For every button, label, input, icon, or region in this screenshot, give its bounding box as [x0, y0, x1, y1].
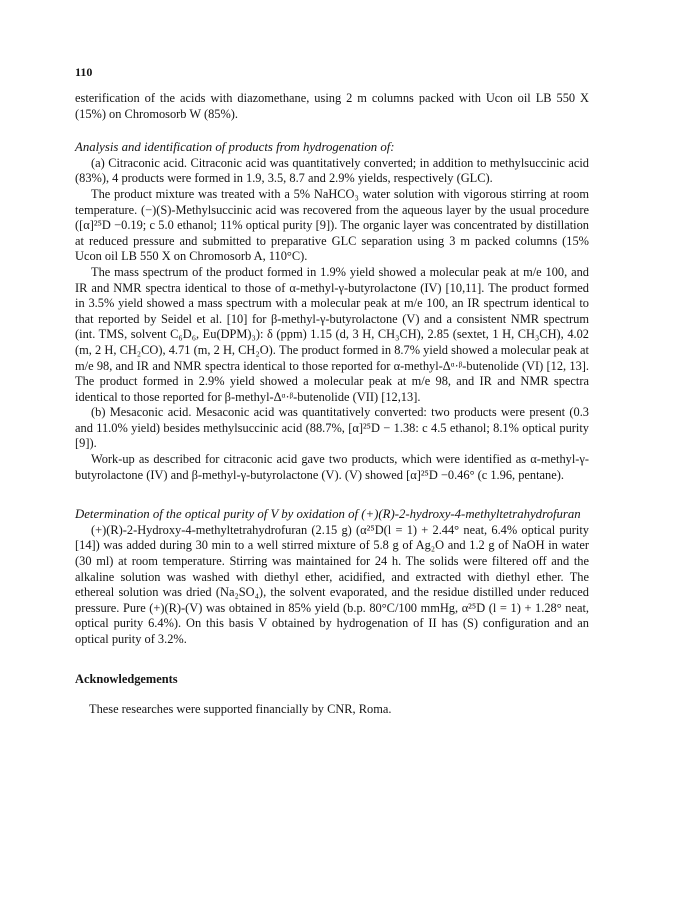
acknowledgements-text: These researches were supported financially by CNR, Roma. — [89, 702, 392, 717]
paragraph-workup: Work-up as described for citraconic acid gave two products, which were identified as α-methyl-γ-butyrolactone (IV) and β-methyl-γ-butyrolactone (V). (V) showed [α]²⁵D −0.46° (c 1.96, pentane). — [75, 452, 589, 482]
section-heading-analysis: Analysis and identification of products from hydrogenation of: — [75, 140, 395, 155]
paragraph-product-mixture: The product mixture was treated with a 5% NaHCO₃ water solution with vigorous stirring at room temperature. (−)(S)-Methylsuccinic acid was recovered from the aqueous layer by the usual procedure ([α]²⁵D −0.19; c 5.0 ethanol; 11% optical purity [9]). The organic layer was concentrated by distillation at reduced pressure and submitted to preparative GLC separation using 3 m packed columns (15% Ucon oil LB 550 X on Chromosorb A, 110°C). — [75, 186, 589, 264]
paragraph-mass-spectrum: The mass spectrum of the product formed in 1.9% yield showed a molecular peak at m/e 100, and IR and NMR spectra identical to those of α-methyl-γ-butyrolactone (IV) [10,11]. The product formed in 3.5% yield showed a mass spectrum with a molecular peak at m/e 100, an IR spectrum identical to that reported by Seidel et al. [10] for β-methyl-γ-butyrolactone (V) and a consistent NMR spectrum (int. TMS, solvent C₆D₆, Eu(DPM)₃): δ (ppm) 1.15 (d, 3 H, CH₃CH), 2.85 (sextet, 1 H, CH₃CH), 4.02 (m, 2 H, CH₂CO), 4.71 (m, 2 H, CH₂O). The product formed in 8.7% yield showed a molecular peak at m/e 98, and IR and NMR spectra identical to those reported for α-methyl-Δᵅ·ᵝ-butenolide (VI) [12, 13]. The product formed in 2.9% yield showed a molecular peak at m/e 98, and IR and NMR spectra identical to those reported for β-methyl-Δᵅ·ᵝ-butenolide (VII) [12,13]. — [75, 264, 589, 404]
page-number: 110 — [75, 65, 93, 79]
acknowledgements-heading: Acknowledgements — [75, 671, 178, 686]
paragraph-oxidation: (+)(R)-2-Hydroxy-4-methyltetrahydrofuran (2.15 g) (α²⁵D(l = 1) + 2.44° neat, 6.4% optical purity [14]) was added during 30 min to a well stirred mixture of 5.8 g of Ag₂O and 1.2 g of NaOH in water (30 ml) at room temperature. Stirring was maintained for 24 h. The solids were filtered off and the alkaline solution was washed with diethyl ether, acidified, and extracted with diethyl ether. The ethereal solution was dried (Na₂SO₄), the solvent evaporated, and the residue distilled under reduced pressure. Pure (+)(R)-(V) was obtained in 85% yield (b.p. 80°C/100 mmHg, α²⁵D (l = 1) + 1.28° neat, optical purity 6.4%). On this basis V obtained by hydrogenation of II has (S) configuration and an optical purity of 3.2%. — [75, 522, 589, 646]
paragraph-esterification: esterification of the acids with diazomethane, using 2 m columns packed with Ucon oil LB 550 X (15%) on Chromosorb W (85%). — [75, 91, 589, 121]
article-body — [75, 91, 589, 718]
paragraph-mesaconic: (b) Mesaconic acid. Mesaconic acid was quantitatively converted: two products were present (0.3 and 11.0% yield) besides methylsuccinic acid (88.7%, [α]²⁵D − 1.38: c 4.5 ethanol; 8.1% optical purity [9]). — [75, 405, 589, 451]
paragraph-citraconic: (a) Citraconic acid. Citraconic acid was quantitatively converted; in addition to methylsuccinic acid (83%), 4 products were formed in 1.9, 3.5, 8.7 and 2.9% yields, respectively (GLC). — [75, 155, 589, 186]
section-heading-optical-purity: Determination of the optical purity of V by oxidation of (+)(R)-2-hydroxy-4-methyltetrahydrofuran — [75, 507, 581, 522]
